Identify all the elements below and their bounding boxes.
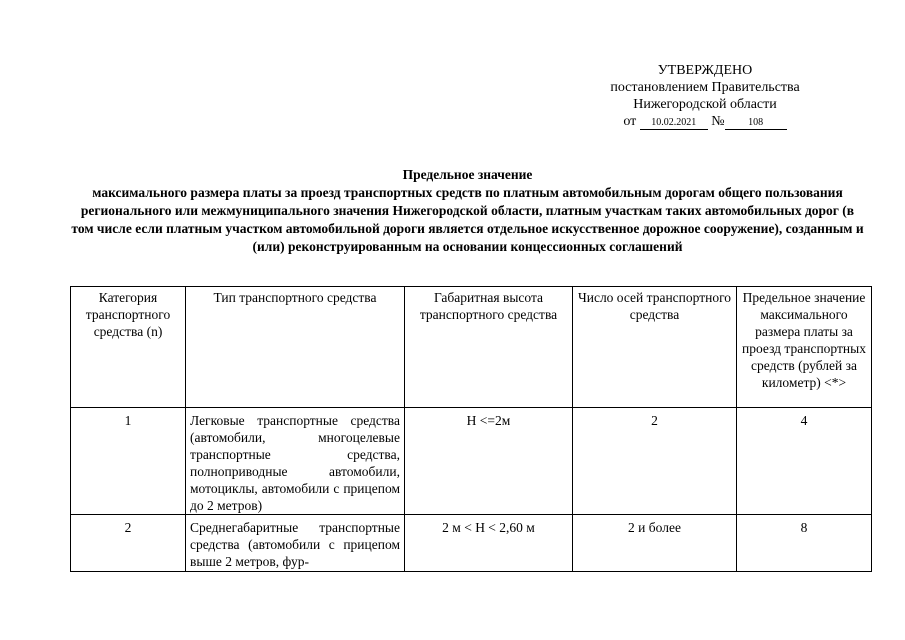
approval-date-line (590, 113, 820, 130)
cell-axles: 2 (573, 408, 737, 515)
title-line-1: Предельное значение (402, 167, 533, 182)
cell-height: H <=2м (405, 408, 573, 515)
header-height: Габаритная высота транспортного средства (405, 287, 573, 408)
header-row (71, 287, 872, 408)
cell-type: Легковые транспортные средства (автомобили, многоцелевые транспортные средства, полноприводные автомобили, мотоциклы, автомобили с прицепом до 2 метров) (186, 408, 405, 515)
approval-line-resolution: постановлением Правительства (610, 80, 800, 95)
cell-category: 1 (71, 408, 186, 515)
header-axles: Число осей транспортного средства (573, 287, 737, 408)
cell-axles: 2 и более (573, 515, 737, 572)
approval-date: 10.02.2021 (640, 117, 708, 130)
cell-fee: 4 (737, 408, 872, 515)
cell-type-text: Среднегабаритные транспортные средства (автомобили с прицепом выше 2 метров, фур- (190, 520, 400, 569)
document-title (70, 166, 865, 256)
date-prefix: от (623, 114, 637, 129)
table-row (71, 515, 872, 572)
approval-line-region: Нижегородской области (633, 97, 777, 112)
approval-heading: УТВЕРЖДЕНО (657, 63, 753, 78)
header-category: Категория транспортного средства (n) (71, 287, 186, 408)
table-row (71, 408, 872, 515)
header-type: Тип транспортного средства (186, 287, 405, 408)
cell-type (186, 515, 405, 572)
header-fee: Предельное значение максимального размера платы за проезд транспортных средств (рублей за километр) <*> (737, 287, 872, 408)
number-sign: № (711, 114, 725, 129)
cell-height: 2 м < H < 2,60 м (405, 515, 573, 572)
approval-block (590, 62, 820, 130)
title-line-2: максимального размера платы за проезд транспортных средств по платным автомобильным дорогам общего пользования регионального или межмуниципального значения Нижегородской области, платным участкам таких автомобильных дорог (в том числе если платным участком автомобильной дороги является отдельное искусственное дорожное сооружение), созданным и (или) реконструированным на основании концессионных соглашений (71, 185, 864, 254)
approval-number: 108 (725, 117, 787, 130)
cell-category: 2 (71, 515, 186, 572)
fee-table (70, 286, 872, 572)
cell-fee: 8 (737, 515, 872, 572)
